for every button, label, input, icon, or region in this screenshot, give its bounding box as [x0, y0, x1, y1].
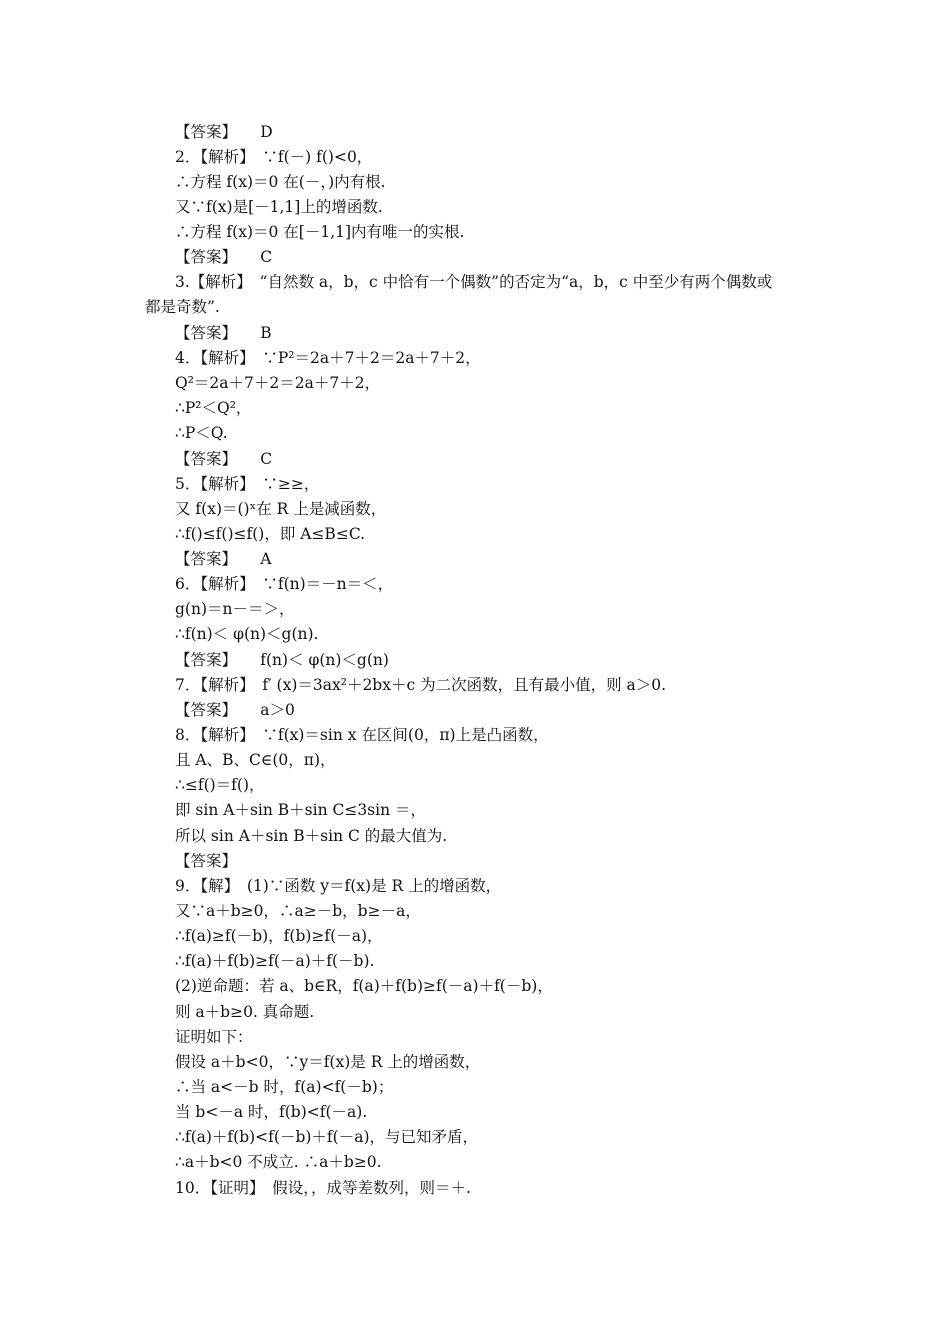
solution-line: 3.【解析】 “自然数 a，b，c 中恰有一个偶数”的否定为“a，b，c 中至少有两个偶数或 [175, 273, 773, 291]
solution-line: 假设 a＋b<0，∵y＝f(x)是 R 上的增函数， [175, 1053, 481, 1071]
solution-line: 则 a＋b≥0. 真命题. [175, 1003, 315, 1021]
answer-line: 【答案】 a＞0 [175, 701, 295, 719]
solution-line: ∴f(a)＋f(b)≥f(－a)＋f(－b). [175, 952, 375, 970]
solution-line: 又 f(x)＝()ˣ在 R 上是减函数， [175, 500, 387, 518]
solution-line: ∴f(a)＋f(b)<f(－b)＋f(－a)，与已知矛盾， [175, 1128, 479, 1146]
solution-line: 都是奇数”. [145, 298, 220, 316]
answer-line: 【答案】 [175, 852, 238, 870]
answer-line: 【答案】 f(n)＜ φ(n)＜g(n) [175, 651, 389, 669]
solution-line: ∴方程 f(x)＝0 在(－，)内有根. [175, 173, 386, 191]
answer-line: 【答案】 C [175, 450, 273, 468]
solution-line: ∴P＜Q. [175, 424, 228, 442]
answer-line: 【答案】 D [175, 123, 273, 141]
solution-line: 8．【解析】 ∵f(x)＝sin x 在区间(0，π)上是凸函数， [175, 726, 549, 744]
solution-line: ∴f()≤f()≤f()，即 A≤B≤C. [175, 525, 366, 543]
solution-line: ∴方程 f(x)＝0 在[－1,1]内有唯一的实根. [175, 223, 465, 241]
solution-line: 又∵f(x)是[－1,1]上的增函数. [175, 198, 383, 216]
solution-line: ∴f(n)＜ φ(n)＜g(n). [175, 625, 319, 643]
solution-line: Q²＝2a＋7＋2＝2a＋7＋2， [175, 374, 381, 392]
solution-line: ∴≤f()＝f()， [175, 776, 265, 794]
solution-line: 6．【解析】 ∵f(n)＝－n＝＜， [175, 575, 394, 593]
solution-line: g(n)＝n－＝＞， [175, 600, 295, 618]
solution-line: ∴P²＜Q²， [175, 399, 252, 417]
solution-line: 即 sin A＋sin B＋sin C≤3sin ＝， [175, 801, 427, 819]
solution-line: 2．【解析】 ∵f(－) f()<0， [175, 148, 373, 166]
solution-line: 又∵a＋b≥0，∴a≥－b，b≥－a， [175, 902, 421, 920]
solution-line: 4．【解析】 ∵P²＝2a＋7＋2＝2a＋7＋2， [175, 349, 481, 367]
solution-line: 5．【解析】 ∵≥≥， [175, 475, 320, 493]
solution-line: 9．【解】 (1)∵函数 y＝f(x)是 R 上的增函数， [175, 877, 502, 895]
solution-line: 所以 sin A＋sin B＋sin C 的最大值为. [175, 827, 448, 845]
solution-line: 7．【解析】 f′ (x)＝3ax²＋2bx＋c 为二次函数，且有最小值，则 a＞0. [175, 676, 667, 694]
solution-line: 10．【证明】 假设，，成等差数列，则＝＋. [175, 1179, 471, 1197]
answer-line: 【答案】 C [175, 248, 273, 266]
solution-line: (2)逆命题：若 a、b∈R，f(a)＋f(b)≥f(－a)＋f(－b)， [175, 977, 553, 995]
solution-line: ∴f(a)≥f(－b)，f(b)≥f(－a)， [175, 927, 383, 945]
solution-line: 且 A、B、C∈(0，π)， [175, 751, 336, 769]
answer-line: 【答案】 A [175, 550, 272, 568]
answer-line: 【答案】 B [175, 324, 272, 342]
solution-line: ∴当 a<－b 时，f(a)<f(－b)； [175, 1078, 394, 1096]
solution-line: 当 b<－a 时，f(b)<f(－a). [175, 1103, 368, 1121]
solution-line: 证明如下： [175, 1028, 253, 1046]
solution-line: ∴a＋b<0 不成立. ∴a＋b≥0. [175, 1153, 382, 1171]
